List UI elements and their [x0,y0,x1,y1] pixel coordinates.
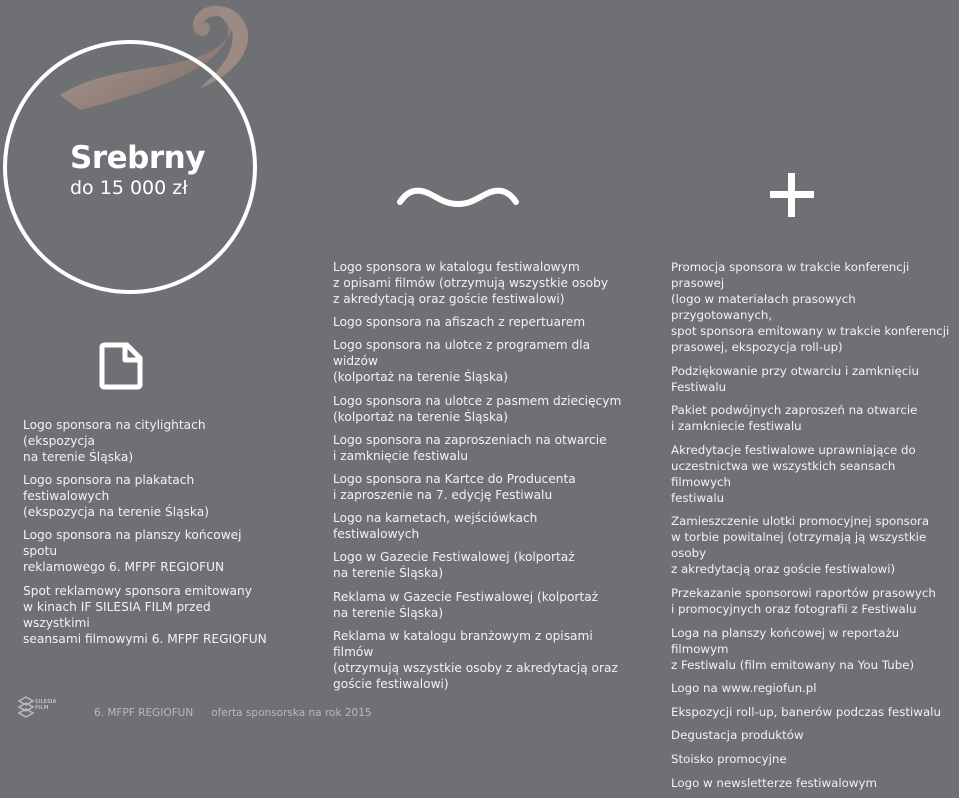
silesia-film-logo-text: SILESIA FILM [35,699,57,711]
footer [18,694,372,720]
list-item: Loga na planszy końcowej w reportażu filmowym z Festiwalu (film emitowany na You Tube) [671,625,915,672]
list-item: Logo na www.regiofun.pl [671,681,817,696]
list-item: Degustacja produktów [671,728,804,743]
list-item: Zamieszczenie ulotki promocyjnej sponsora w torbie powitalnej (otrzymają ją wszystkie osoby z akredytacją oraz goście festiwalowi) [671,514,930,577]
list-item: Spot reklamowy sponsora emitowany w kinach IF SILESIA FILM przed wszystkimi seansami filmowymi 6. MFPF REGIOFUN [23,583,267,646]
list-item: Logo sponsora na zaproszeniach na otwarcie i zamknięcie festiwalu [333,432,607,463]
list-item: Logo sponsora na Kartce do Producenta i zaproszenie na 7. edycję Festiwalu [333,471,576,502]
plus-icon [768,171,816,219]
list-item: Logo sponsora na planszy końcowej spotu reklamowego 6. MFPF REGIOFUN [23,528,242,575]
tier-title: Srebrny [70,140,205,176]
list-item: Logo sponsora na ulotce z programem dla widzów (kolportaż na terenie Śląska) [333,338,591,385]
list-item: Pakiet podwójnych zaproszeń na otwarcie i zamkniecie festiwalu [671,403,918,434]
list-item: Przekazanie sponsorowi raportów prasowych i promocyjnych oraz fotografii z Festiwalu [671,585,936,616]
document-icon [99,342,144,390]
list-item: Akredytacje festiwalowe uprawniające do uczestnictwa we wszystkich seansach filmowych festiwalu [671,442,916,505]
list-item: Logo sponsora na ulotce z pasmem dziecięcym (kolportaż na terenie Śląska) [333,393,622,424]
footer-offer-year: oferta sponsorska na rok 2015 [211,707,372,719]
list-item: Logo sponsora na plakatach festiwalowych (ekspozycja na terenie Śląska) [23,473,209,520]
wave-icon [396,184,520,210]
list-item: Logo w Gazecie Festiwalowej (kolportaż na terenie Śląska) [333,550,575,581]
benefits-list-left [23,417,273,654]
list-item: Logo na karnetach, wejściówkach festiwalowych [333,511,538,542]
list-item: Logo sponsora na afiszach z repertuarem [333,315,586,330]
list-item: Logo w newsletterze festiwalowym [671,775,878,790]
list-item: Podziękowanie przy otwarciu i zamknięciu Festiwalu [671,363,919,394]
list-item: Ekspozycji roll-up, banerów podczas festiwalu [671,704,941,719]
list-item: Logo sponsora w katalogu festiwalowym z opisami filmów (otrzymują wszystkie osoby z akredytacją oraz goście festiwalowi) [333,260,609,306]
list-item: Stoisko promocyjne [671,751,787,766]
list-item: Promocja sponsora w trakcie konferencji prasowej (logo w materiałach prasowych przygotowanych, spot sponsora emitowany w trakcie konferencji prasowej, ekspozycja roll-up) [671,260,950,354]
footer-festival-name: 6. MFPF REGIOFUN [94,707,194,719]
list-item: Reklama w Gazecie Festiwalowej (kolportaż na terenie Śląska) [333,589,599,620]
benefits-list-middle [333,259,623,699]
list-item: Logo sponsora na citylightach (ekspozycja na terenie Śląska) [23,418,206,464]
list-item: Reklama w katalogu branżowym z opisami filmów (otrzymują wszystkie osoby z akredytacją oraz goście festiwalowi) [333,628,618,691]
tier-amount: do 15 000 zł [70,177,188,199]
benefits-list-right [671,259,959,798]
silesia-film-logo-icon [18,696,34,718]
silesia-film-logo [18,694,58,720]
